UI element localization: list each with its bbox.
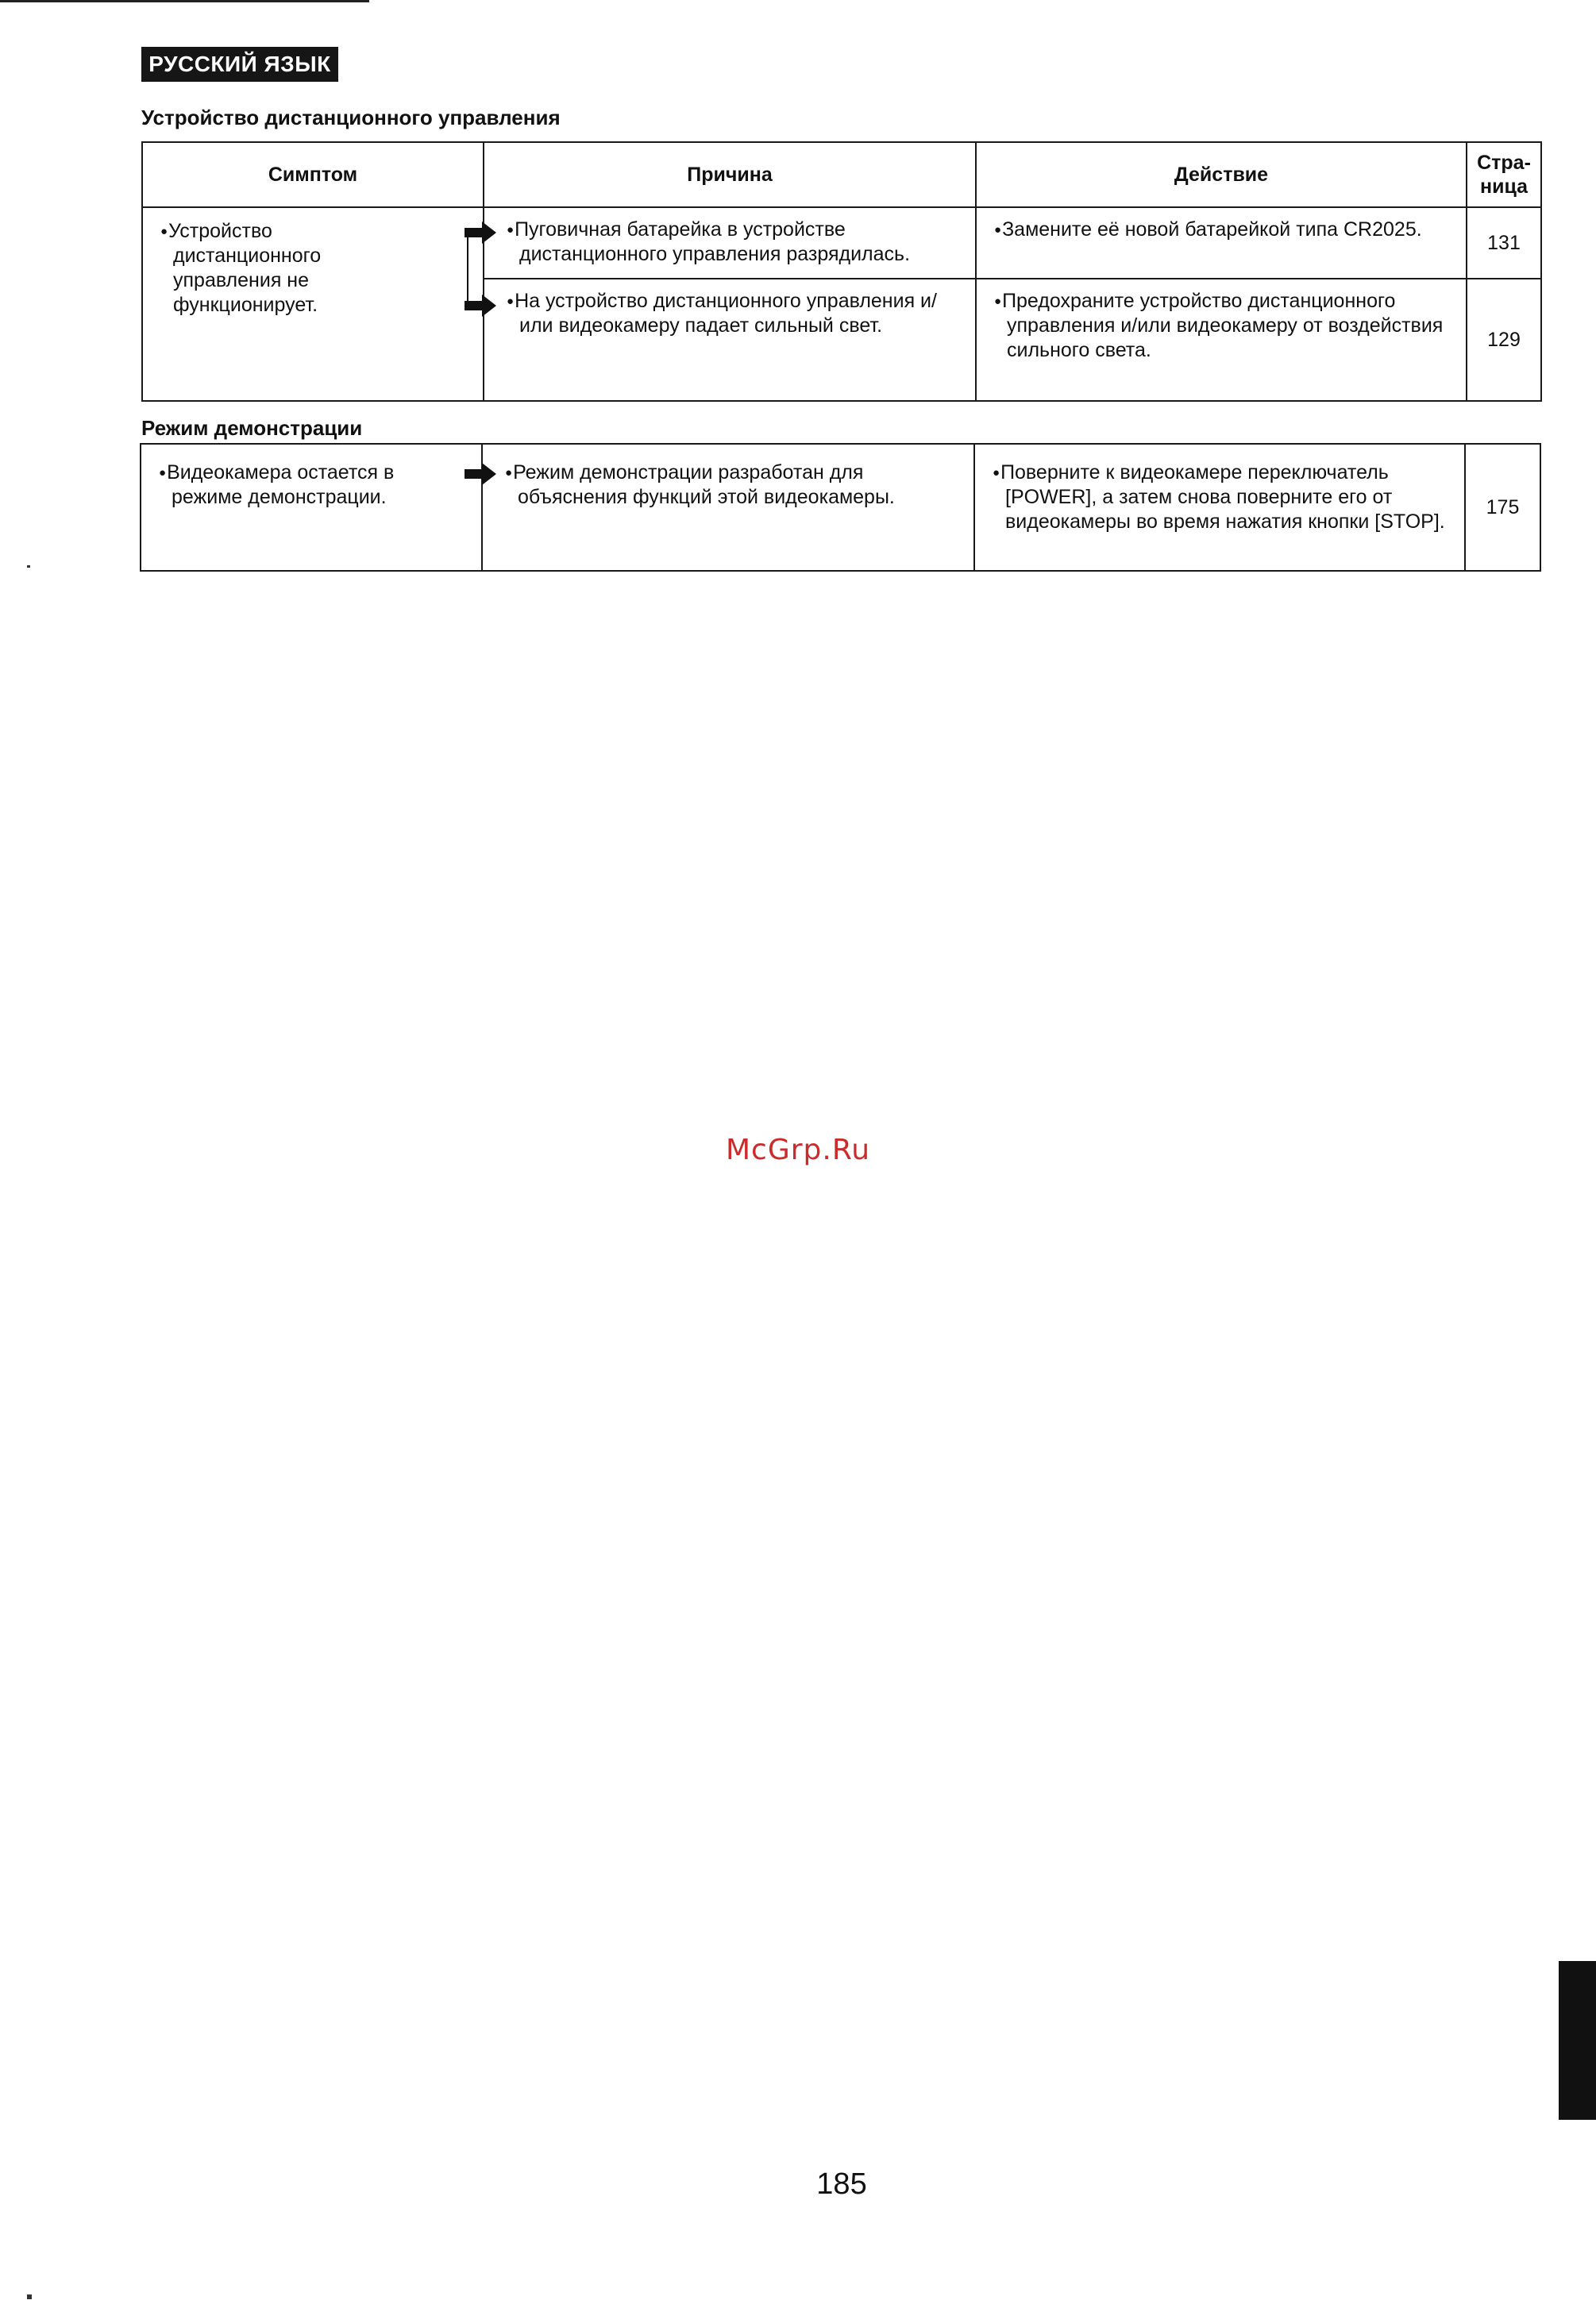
action-cell [976,207,1467,279]
action-text: ● Предохраните устройство дистанционного управления и/или видеокамеру от воздействия сильного света. [994,289,1451,363]
section-title-remote: Устройство дистанционного управления [141,106,561,129]
symptom-cell [141,444,482,571]
cause-cell [484,207,976,279]
language-badge: РУССКИЙ ЯЗЫК [141,47,338,82]
symptom-text: ● Видеокамера остается в режиме демонстрации. [159,460,465,510]
page-ref-cell [1465,444,1540,571]
column-header-page-line1: Стра- [1477,152,1531,174]
page-ref: 129 [1487,328,1521,351]
arrow-right-icon [465,295,496,317]
watermark: McGrp.Ru [725,1134,871,1166]
table-row [142,207,1541,279]
cause-text: ● Режим демонстрации разработан для объяснения функций этой видеокамеры. [505,460,959,510]
section-title-demo: Режим демонстрации [141,416,363,440]
scan-speck [27,2294,32,2299]
column-header-page [1467,142,1541,207]
symptom-text: ● Устройство дистанционного управления не функционирует. [160,219,356,318]
top-rule [0,0,369,2]
page-ref: 175 [1486,495,1520,518]
column-header-cause: Причина [484,142,976,207]
side-index-tab [1559,1961,1596,2120]
page-ref: 131 [1487,231,1521,254]
column-header-page-line2: ница [1479,175,1529,198]
action-cell [974,444,1465,571]
arrow-right-icon [465,222,496,244]
cause-cell [482,444,974,571]
table-header-row [142,142,1541,207]
column-header-symptom: Симптом [142,142,484,207]
cause-text: ● На устройство дистанционного управления и/или видеокамеру падает сильный свет. [507,289,961,338]
action-text: ● Замените её новой батарейкой типа CR2025. [994,218,1451,242]
page-ref-cell [1467,207,1541,279]
remote-trouble-table [141,141,1542,402]
symptom-cell [142,207,484,401]
cause-cell [484,279,976,401]
table-row [141,444,1540,571]
page-number: 185 [816,2167,867,2201]
action-text: ● Поверните к видеокамере переключатель [POWER], а затем снова поверните его от видеокамеры во время нажатия кнопки [STOP]. [993,460,1450,534]
demo-trouble-table [140,443,1541,572]
column-header-action: Действие [976,142,1467,207]
cause-text: ● Пуговичная батарейка в устройстве дистанционного управления разрядилась. [507,218,961,267]
arrow-right-icon [465,463,496,485]
scan-speck [27,565,30,568]
page-ref-cell [1467,279,1541,401]
action-cell [976,279,1467,401]
